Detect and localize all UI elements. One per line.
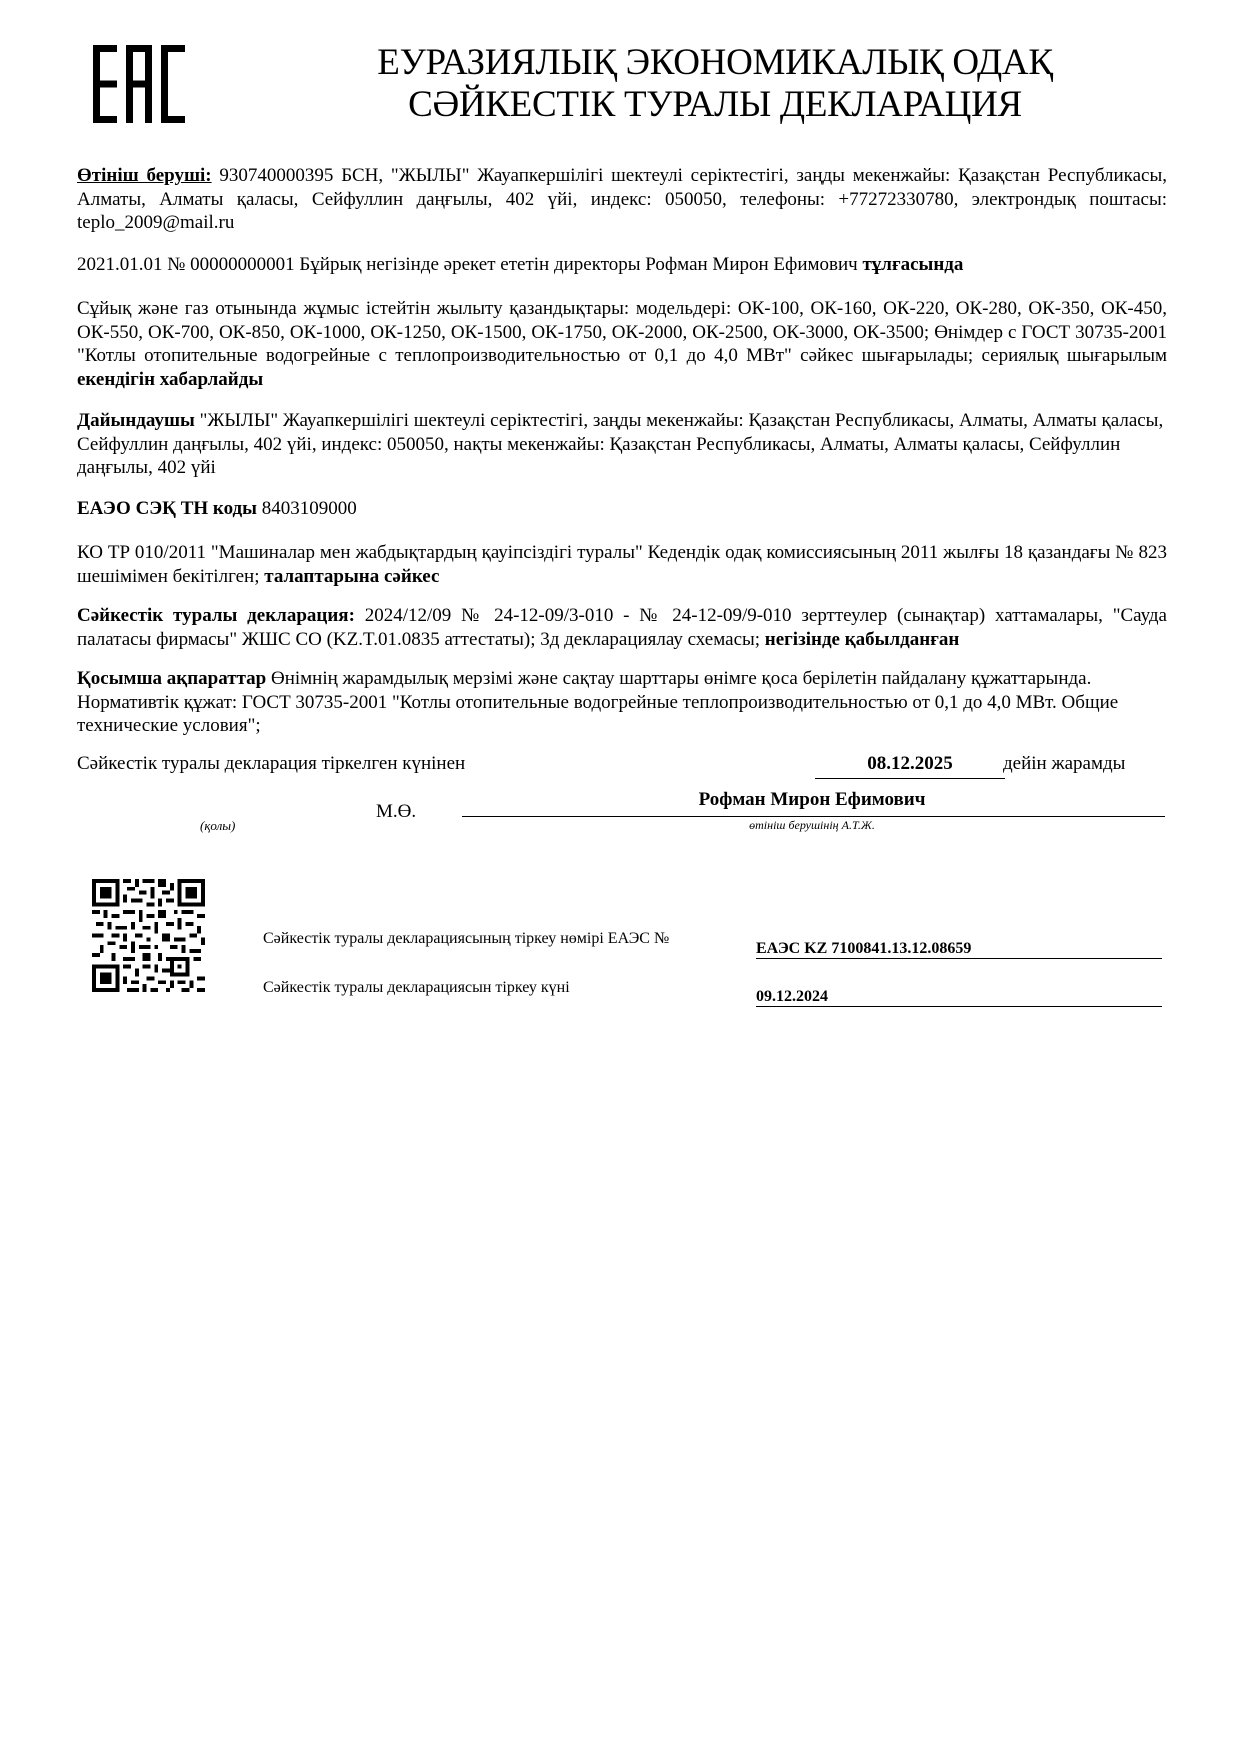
signer-underline <box>462 816 1165 817</box>
title-line-1: ЕУРАЗИЯЛЫҚ ЭКОНОМИКАЛЫҚ ОДАҚ <box>377 42 1053 83</box>
product-bold: екендігін хабарлайды <box>77 368 264 390</box>
additional-info-paragraph <box>77 667 1167 738</box>
document-title <box>330 42 1100 126</box>
signer-name: Рофман Мирон Ефимович <box>698 789 926 810</box>
tn-code-text: 8403109000 <box>257 498 357 519</box>
validity-date: 08.12.2025 <box>867 753 953 774</box>
regulation-text: КО ТР 010/2011 "Машиналар мен жабдықтардың қауіпсіздігі туралы" Кедендік одақ комиссиясының 2011 жылғы 18 қазандағы № 823 шешімімен бекітілген; <box>77 542 1167 587</box>
additional-info-text: Өнімнің жарамдылық мерзімі және сақтау шарттары өнімге қоса берілетін пайдалану құжаттарында. Нормативтік құжат: ГОСТ 30735-2001 "Котлы отопительные водогрейные теплопроизводительностью от 0,1 до 4,0 МВт. Общие технические условия"; <box>77 668 1119 736</box>
manufacturer-paragraph <box>77 409 1167 480</box>
registration-date-label: Сәйкестік туралы декларациясын тіркеу күні <box>263 979 570 996</box>
title-line-2: СӘЙКЕСТІК ТУРАЛЫ ДЕКЛАРАЦИЯ <box>408 84 1022 125</box>
representative-bold: тұлғасында <box>862 254 964 275</box>
declaration-basis-paragraph <box>77 604 1167 651</box>
validity-suffix: дейін жарамды <box>1003 753 1126 774</box>
declaration-basis-text: 2024/12/09 № 24-12-09/3-010 - № 24-12-09/9-010 зерттеулер (сынақтар) хаттамалары, "Сауда палатасы фирмасы" ЖШС СО (KZ.T.01.0835 аттестаты); 3д декларациялау схемасы; <box>77 605 1167 650</box>
registration-date-underline <box>756 1006 1162 1007</box>
validity-underline <box>815 778 1005 779</box>
applicant-text: 930740000395 БСН, "ЖЫЛЫ" Жауапкершілігі шектеулі серіктестігі, заңды мекенжайы: Қазақстан Республикасы, Алматы, Алматы қаласы, Сейфуллин даңғылы, 402 үйі, индекс: 050050, телефоны: +77272330780, электрондық поштасы: teplo_2009@mail.ru <box>77 165 1167 233</box>
eac-logo <box>93 45 185 123</box>
manufacturer-label: Дайындаушы <box>77 410 195 431</box>
tn-code-paragraph <box>77 497 1167 521</box>
manufacturer-text: "ЖЫЛЫ" Жауапкершілігі шектеулі серіктестігі, заңды мекенжайы: Қазақстан Республикасы, Алматы, Алматы қаласы, Сейфуллин даңғылы, 402 үйі, индекс: 050050, нақты мекенжайы: Қазақстан Республикасы, Алматы, Алматы қаласы, Сейфуллин даңғылы, 402 үйі <box>77 410 1164 478</box>
registration-date: 09.12.2024 <box>756 988 828 1005</box>
regulation-paragraph <box>77 541 1167 588</box>
qr-code-icon <box>92 879 205 992</box>
representative-paragraph <box>77 253 1167 277</box>
stamp-placeholder: М.Ө. <box>376 801 417 822</box>
declaration-basis-label: Сәйкестік туралы декларация: <box>77 605 355 626</box>
signature-caption: (қолы) <box>200 818 236 833</box>
signer-caption: өтініш берушінің А.Т.Ж. <box>749 818 875 832</box>
applicant-label: Өтініш беруші: <box>77 165 212 186</box>
applicant-paragraph <box>77 164 1167 235</box>
product-paragraph <box>77 297 1167 391</box>
tn-code-label: ЕАЭО СЭҚ ТН коды <box>77 498 257 519</box>
registration-number-label: Сәйкестік туралы декларациясының тіркеу нөмірі ЕАЭС № <box>263 930 670 947</box>
representative-text: 2021.01.01 № 00000000001 Бұйрық негізінде әрекет ететін директоры Рофман Мирон Ефимович <box>77 254 863 275</box>
registration-number-underline <box>756 958 1162 959</box>
declaration-basis-bold: негізінде қабылданған <box>764 628 960 650</box>
regulation-bold: талаптарына сәйкес <box>264 565 440 587</box>
validity-label: Сәйкестік туралы декларация тіркелген күнінен <box>77 753 466 774</box>
additional-info-label: Қосымша ақпараттар <box>77 668 267 689</box>
registration-number: ЕАЭС KZ 7100841.13.12.08659 <box>756 940 972 957</box>
product-text: Сұйық және газ отынында жұмыс істейтін жылыту қазандықтары: модельдері: ОК-100, ОК-160, ОК-220, ОК-280, ОК-350, ОК-450, ОК-550, ОК-700, ОК-850, ОК-1000, ОК-1250, ОК-1500, ОК-1750, ОК-2000, ОК-2500, ОК-3000, ОК-3500; Өнімдер с ГОСТ 30735-2001 "Котлы отопительные водогрейные с теплопроизводительностью от 0,1 до 4,0 МВт" сәйкес шығарылады; сериялық шығарылым <box>77 298 1167 366</box>
